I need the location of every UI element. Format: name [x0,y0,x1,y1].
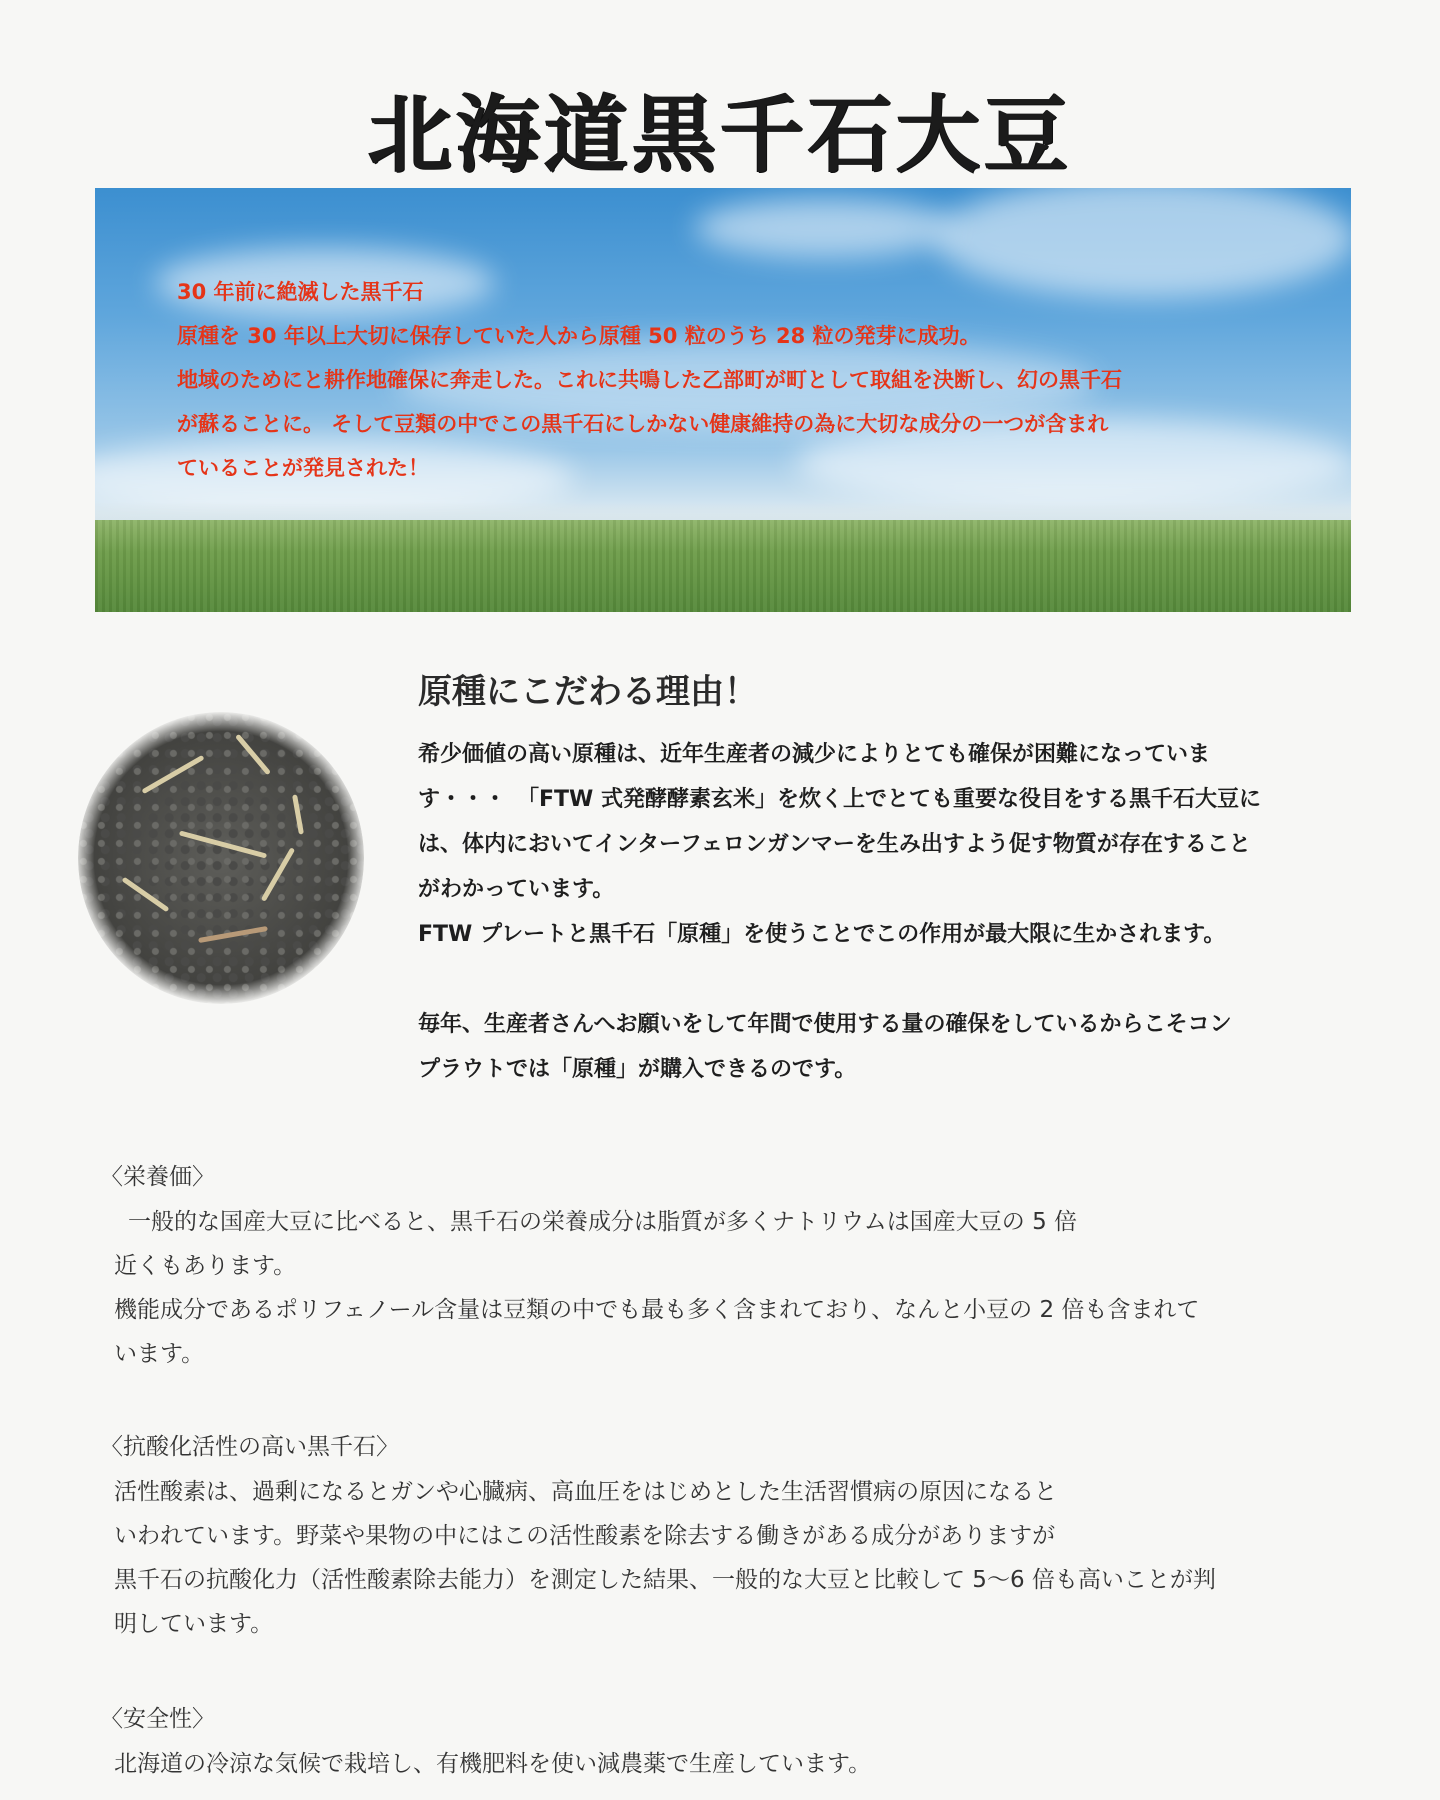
reason-body [418,732,1338,1092]
reason-line: FTW プレートと黒千石「原種」を使うことでこの作用が最大限に生かされます。 [418,922,1226,947]
antioxidant-section [100,1424,1360,1646]
nutrition-line: 近くもあります。 [114,1253,297,1279]
reason-spacer [418,957,1338,1002]
reason-line: 毎年、生産者さんへお願いをして年間で使用する量の確保をしているからこそコン [418,1012,1232,1037]
banner-line: 地域のためにと耕作地確保に奔走した。これに共鳴した乙部町が町として取組を決断し、幻の黒千石 [177,368,1122,392]
reason-title: 原種にこだわる理由！ [418,672,758,712]
banner-line: ていることが発見された！ [177,456,429,480]
safety-line: 北海道の冷涼な気候で栽培し、有機肥料を使い減農薬で生産しています。 [114,1751,872,1777]
antioxidant-heading: 〈抗酸化活性の高い黒千石〉 [100,1434,399,1460]
antioxidant-line: 黒千石の抗酸化力（活性酸素除去能力）を測定した結果、一般的な大豆と比較して 5〜6 倍も高いことが判 [114,1567,1216,1593]
antioxidant-line: 活性酸素は、過剰になるとガンや心臓病、高血圧をはじめとした生活習慣病の原因になると [114,1479,1057,1505]
nutrition-heading: 〈栄養価〉 [100,1164,215,1190]
safety-heading: 〈安全性〉 [100,1706,215,1732]
sky-field-banner [95,188,1351,612]
banner-line: 原種を 30 年以上大切に保存していた人から原種 50 粒のうち 28 粒の発芽に成功。 [177,324,981,348]
banner-line: 30 年前に絶滅した黒千石 [177,280,424,304]
nutrition-line: 一般的な国産大豆に比べると、黒千石の栄養成分は脂質が多くナトリウムは国産大豆の 5 倍 [128,1209,1078,1235]
antioxidant-line: 明しています。 [114,1611,274,1637]
nutrition-section [100,1154,1360,1376]
black-soybean-photo [78,712,364,1004]
nutrition-line: います。 [114,1341,205,1367]
reason-line: プラウトでは「原種」が購入できるのです。 [418,1057,857,1082]
cloud-shape [695,198,955,258]
green-field [95,520,1351,612]
banner-line: が蘇ることに。 そして豆類の中でこの黒千石にしかない健康維持の為に大切な成分の一つが含まれ [177,412,1109,436]
reason-line: 希少価値の高い原種は、近年生産者の減少によりとても確保が困難になっていま [418,742,1211,767]
reason-line: す・・・ 「FTW 式発酵酵素玄米」を炊く上でとても重要な役目をする黒千石大豆に [418,787,1261,812]
nutrition-line: 機能成分であるポリフェノール含量は豆類の中でも最も多く含まれており、なんと小豆の 2 倍も含まれて [114,1297,1200,1323]
reason-line: は、体内においてインターフェロンガンマーを生み出すよう促す物質が存在すること [418,832,1251,857]
safety-section [100,1696,1360,1786]
horizon [95,502,1351,520]
page-title: 北海道黒千石大豆 [367,86,1072,184]
antioxidant-line: いわれています。野菜や果物の中にはこの活性酸素を除去する働きがある成分がありますが [114,1523,1056,1549]
banner-text [177,270,1297,490]
reason-line: がわかっています。 [418,877,615,902]
